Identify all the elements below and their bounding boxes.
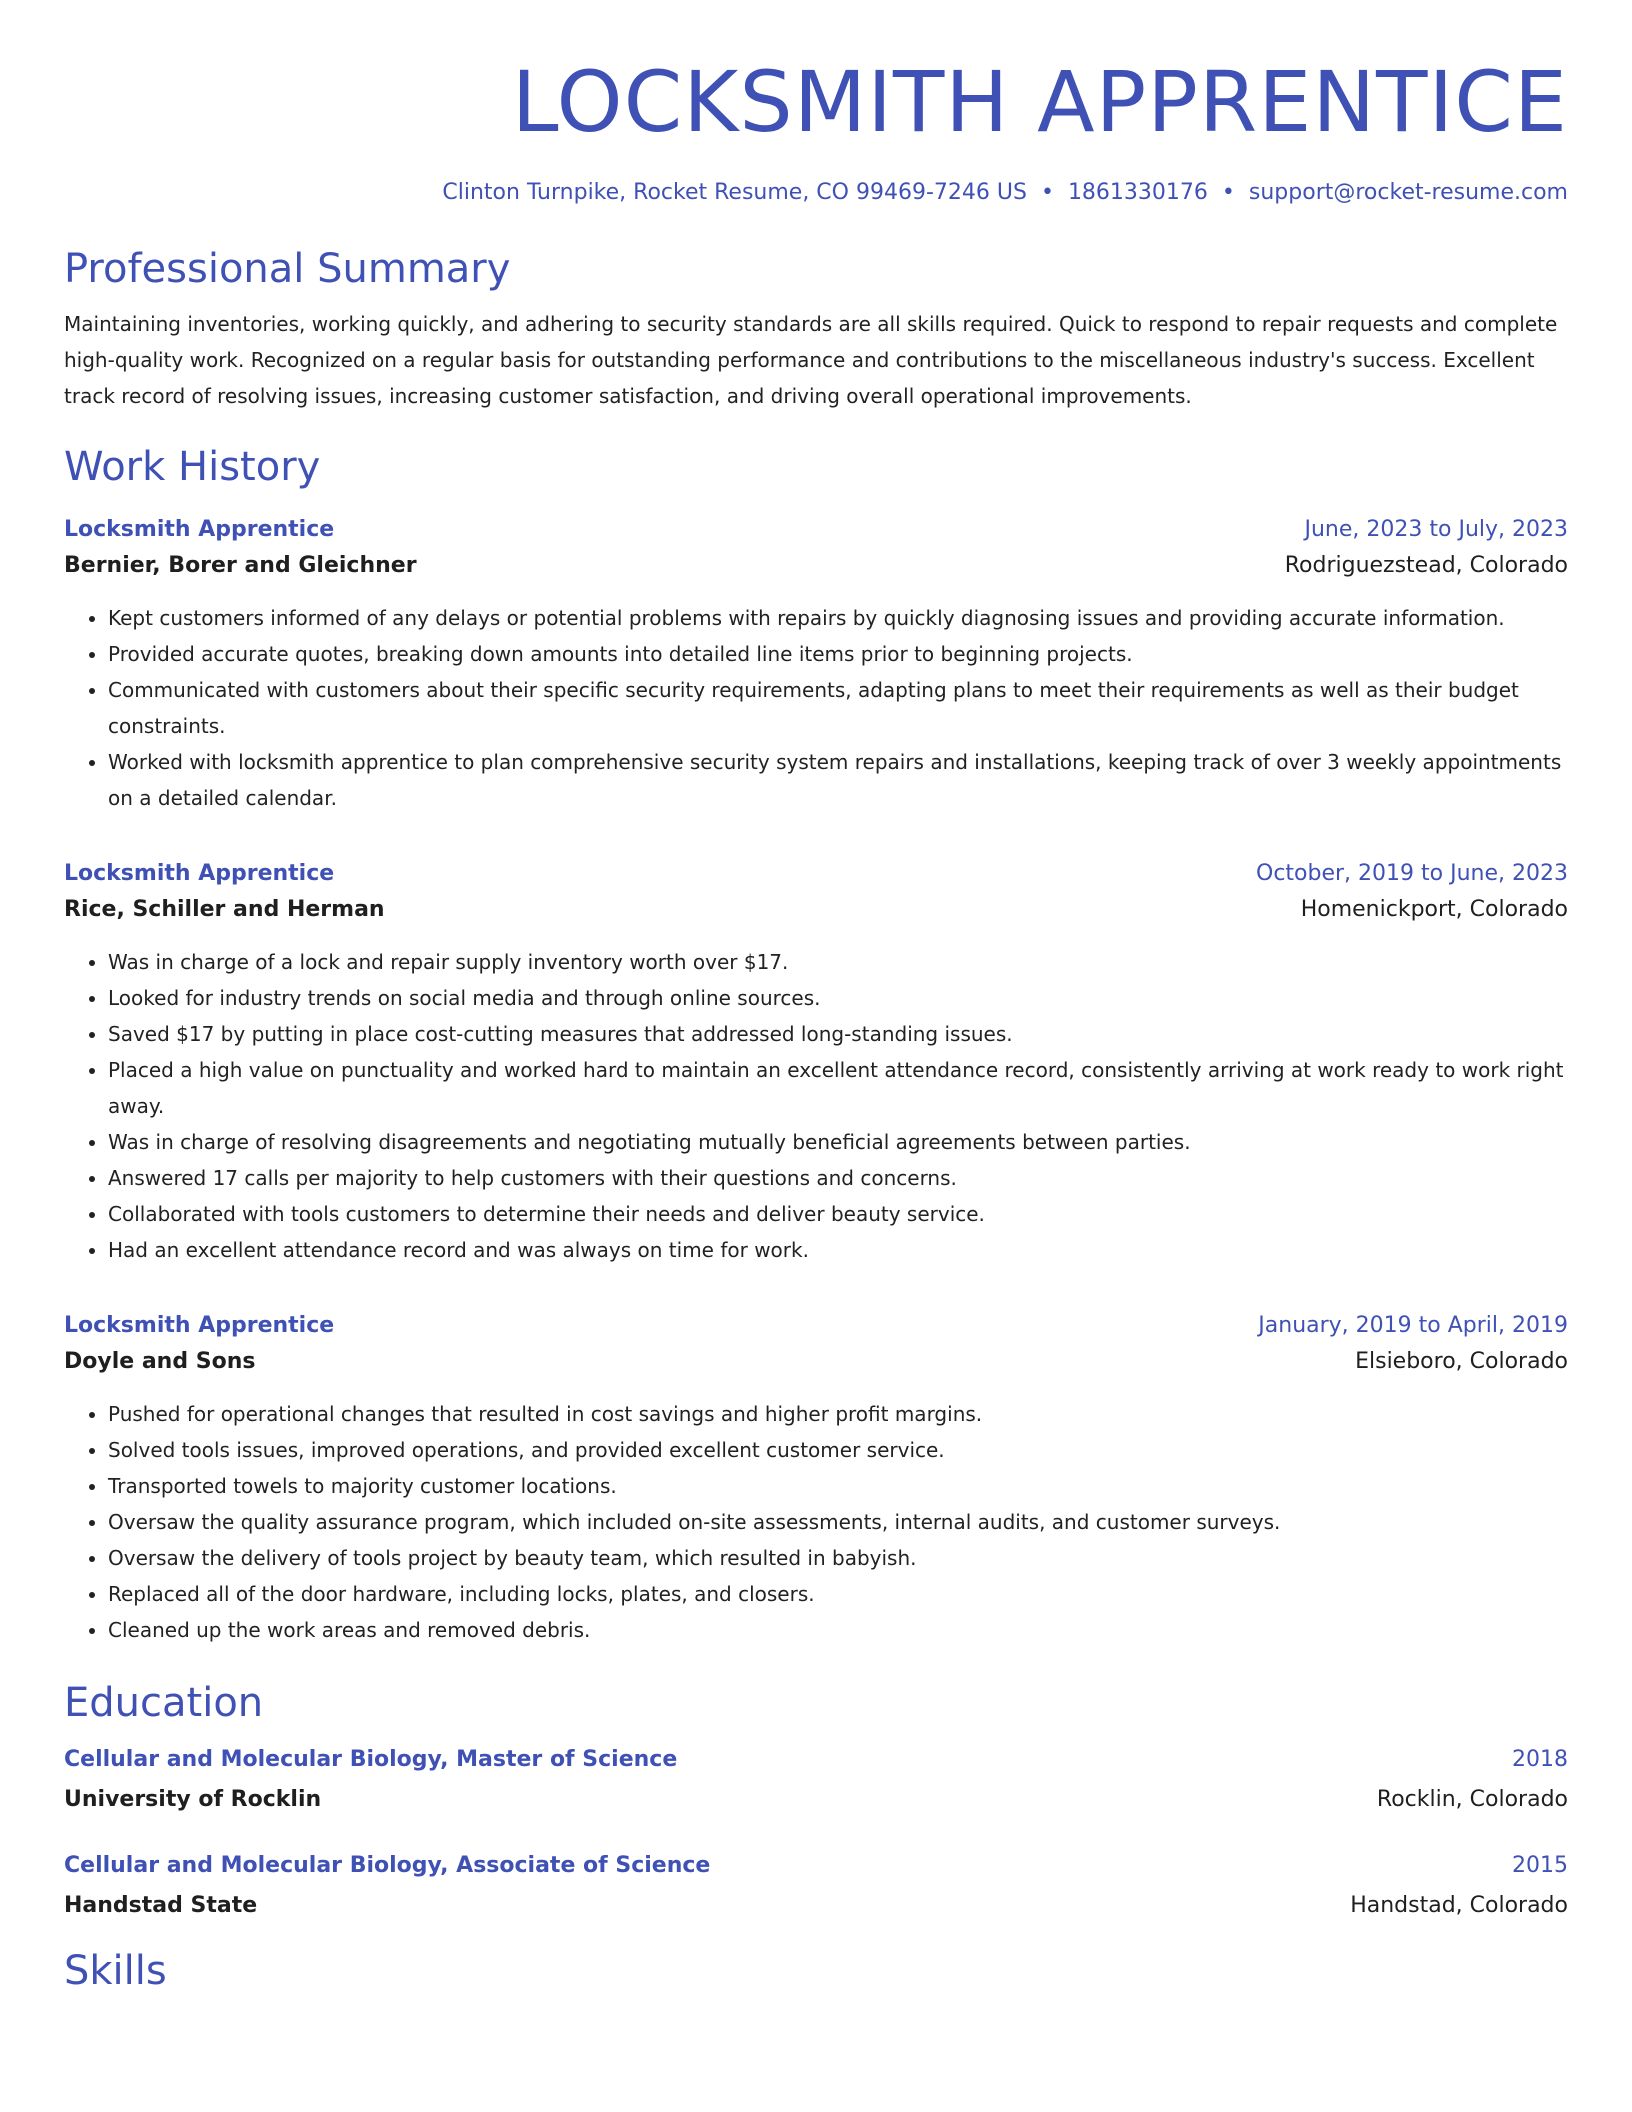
job-company-row [64, 1344, 1568, 1380]
job-bullet: • Collaborated with tools customers to determine their needs and deliver beauty service. [108, 1196, 1568, 1232]
education-year: 2015 [1512, 1853, 1568, 1878]
job-bullet: • Looked for industry trends on social media and through online sources. [108, 980, 1568, 1016]
job-bullet: • Provided accurate quotes, breaking down amounts into detailed line items prior to beginning projects. [108, 636, 1568, 672]
education-location: Rocklin, Colorado [1376, 1787, 1568, 1812]
education-school: University of Rocklin [64, 1787, 322, 1812]
job-bullet: • Cleaned up the work areas and removed debris. [108, 1612, 1568, 1648]
contact-email[interactable]: support@rocket-resume.com [1248, 180, 1568, 205]
summary-text: Maintaining inventories, working quickly, and adhering to security standards are all skills required. Quick to respond to repair requests and complete high-quality work. Recognized on a regular basis for outstanding performance and contributions to the miscellaneous industry's success. Excellent track record of resolving issues, increasing customer satisfaction, and driving overall operational improvements. [64, 312, 1558, 408]
job-title: Locksmith Apprentice [64, 517, 335, 542]
education-degree-row [64, 1848, 1568, 1884]
job-entry [64, 512, 1568, 816]
job-bullets [64, 600, 1568, 816]
job-company-row [64, 548, 1568, 584]
job-entry [64, 856, 1568, 1268]
job-entry [64, 1308, 1568, 1648]
job-bullet: • Replaced all of the door hardware, including locks, plates, and closers. [108, 1576, 1568, 1612]
job-location: Homenickport, Colorado [1300, 897, 1568, 922]
job-bullet: • Transported towels to majority customer locations. [108, 1468, 1568, 1504]
job-dates: October, 2019 to June, 2023 [1256, 861, 1568, 886]
job-header-row [64, 512, 1568, 548]
resume-page [64, 0, 1568, 2112]
job-bullet: • Solved tools issues, improved operations, and provided excellent customer service. [108, 1432, 1568, 1468]
education-school: Handstad State [64, 1893, 258, 1918]
job-bullet: • Answered 17 calls per majority to help customers with their questions and concerns. [108, 1160, 1568, 1196]
education-degree-row [64, 1742, 1568, 1778]
job-dates: June, 2023 to July, 2023 [1304, 517, 1568, 542]
education-degree: Cellular and Molecular Biology, Master of Science [64, 1747, 678, 1772]
job-bullet: • Oversaw the quality assurance program, which included on-site assessments, internal audits, and customer surveys. [108, 1504, 1568, 1540]
job-header-row [64, 1308, 1568, 1344]
job-location: Elsieboro, Colorado [1355, 1349, 1568, 1374]
resume-header [64, 0, 1568, 208]
job-title: Locksmith Apprentice [64, 861, 335, 886]
job-bullet: • Had an excellent attendance record and was always on time for work. [108, 1232, 1568, 1268]
education-entry [64, 1848, 1568, 1924]
job-title: Locksmith Apprentice [64, 1313, 335, 1338]
job-location: Rodriguezstead, Colorado [1284, 553, 1568, 578]
job-bullet: • Worked with locksmith apprentice to plan comprehensive security system repairs and installations, keeping track of over 3 weekly appointments on a detailed calendar. [108, 744, 1568, 816]
job-bullet: • Was in charge of a lock and repair supply inventory worth over $17. [108, 944, 1568, 980]
job-company: Doyle and Sons [64, 1349, 256, 1374]
job-header-row [64, 856, 1568, 892]
education-entry [64, 1742, 1568, 1818]
job-bullet: • Saved $17 by putting in place cost-cutting measures that addressed long-standing issues. [108, 1016, 1568, 1052]
job-bullets [64, 1396, 1568, 1648]
education-location: Handstad, Colorado [1350, 1893, 1568, 1918]
job-bullet: • Placed a high value on punctuality and worked hard to maintain an excellent attendance record, consistently arriving at work ready to work right away. [108, 1052, 1568, 1124]
contact-address: Clinton Turnpike, Rocket Resume, CO 99469-7246 US [442, 180, 1027, 205]
education-year: 2018 [1512, 1747, 1568, 1772]
summary-heading: Professional Summary [64, 246, 511, 292]
skills-heading: Skills [64, 1948, 167, 1994]
job-dates: January, 2019 to April, 2019 [1258, 1313, 1568, 1338]
job-company: Rice, Schiller and Herman [64, 897, 385, 922]
job-company-row [64, 892, 1568, 928]
education-school-row [64, 1782, 1568, 1818]
education-school-row [64, 1888, 1568, 1924]
job-company: Bernier, Borer and Gleichner [64, 553, 417, 578]
contact-phone: 1861330176 [1067, 180, 1208, 205]
job-bullet: • Was in charge of resolving disagreements and negotiating mutually beneficial agreements between parties. [108, 1124, 1568, 1160]
contact-separator: • [1221, 180, 1235, 205]
contact-line [64, 178, 1568, 208]
job-bullet: • Pushed for operational changes that resulted in cost savings and higher profit margins. [108, 1396, 1568, 1432]
job-bullet: • Communicated with customers about their specific security requirements, adapting plans to meet their requirements as well as their budget constraints. [108, 672, 1568, 744]
job-bullet: • Oversaw the delivery of tools project by beauty team, which resulted in babyish. [108, 1540, 1568, 1576]
contact-separator: • [1040, 180, 1054, 205]
job-bullet: • Kept customers informed of any delays or potential problems with repairs by quickly diagnosing issues and providing accurate information. [108, 600, 1568, 636]
work-history-heading: Work History [64, 444, 321, 490]
candidate-title: LOCKSMITH APPRENTICE [511, 53, 1568, 151]
job-bullets [64, 944, 1568, 1268]
education-degree: Cellular and Molecular Biology, Associate of Science [64, 1853, 711, 1878]
education-heading: Education [64, 1680, 264, 1726]
